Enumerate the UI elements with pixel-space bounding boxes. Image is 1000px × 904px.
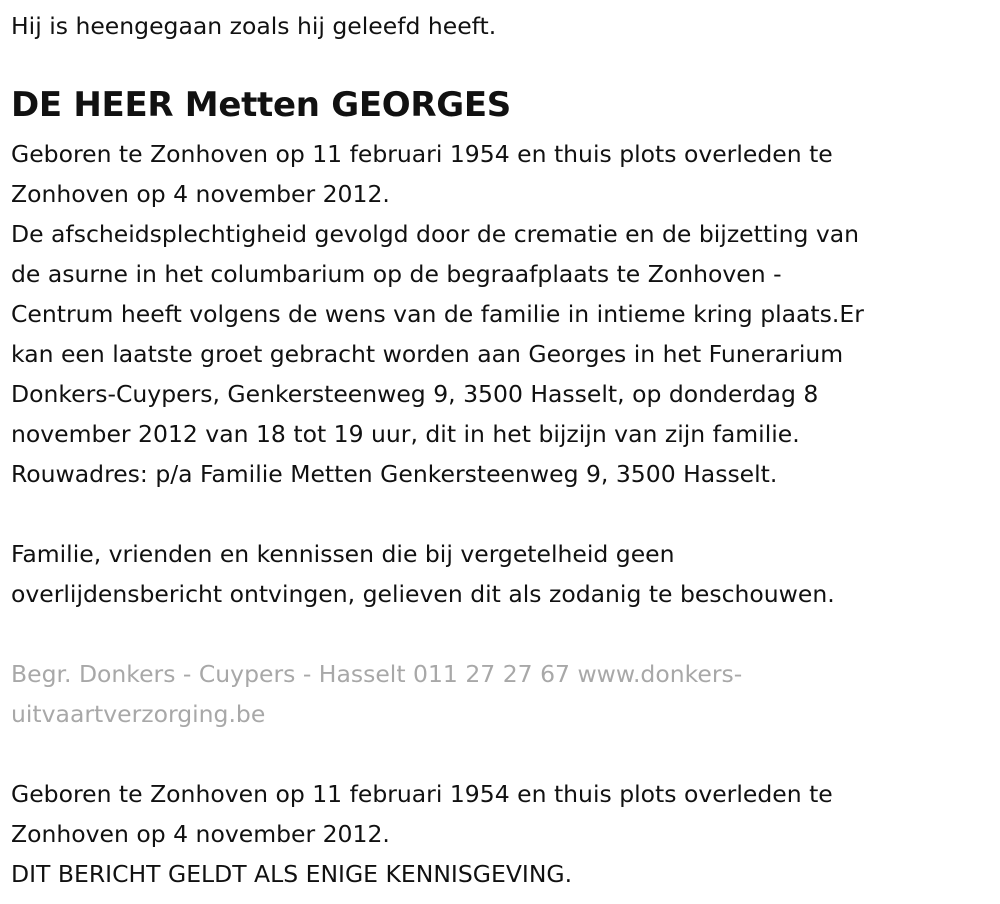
body-line: de asurne in het columbarium op de begraafplaats te Zonhoven - bbox=[11, 260, 782, 288]
notice-body bbox=[11, 134, 991, 494]
family-note bbox=[11, 534, 991, 614]
opening-quote: Hij is heengegaan zoals hij geleefd heeft. bbox=[11, 12, 497, 40]
body-line: november 2012 van 18 tot 19 uur, dit in het bijzijn van zijn familie. bbox=[11, 420, 800, 448]
body-line: De afscheidsplechtigheid gevolgd door de crematie en de bijzetting van bbox=[11, 220, 860, 248]
undertaker-line: uitvaartverzorging.be bbox=[11, 700, 266, 728]
closing-statement: DIT BERICHT GELDT ALS ENIGE KENNISGEVING. bbox=[11, 860, 573, 888]
body-line: Geboren te Zonhoven op 11 februari 1954 en thuis plots overleden te bbox=[11, 140, 833, 168]
closing-section bbox=[11, 774, 991, 894]
body-line: Zonhoven op 4 november 2012. bbox=[11, 180, 390, 208]
closing-line: Geboren te Zonhoven op 11 februari 1954 en thuis plots overleden te bbox=[11, 780, 833, 808]
family-note-line: overlijdensbericht ontvingen, gelieven dit als zodanig te beschouwen. bbox=[11, 580, 835, 608]
undertaker-line: Begr. Donkers - Cuypers - Hasselt 011 27 27 67 www.donkers- bbox=[11, 660, 743, 688]
family-note-line: Familie, vrienden en kennissen die bij vergetelheid geen bbox=[11, 540, 675, 568]
body-line: Centrum heeft volgens de wens van de familie in intieme kring plaats.Er bbox=[11, 300, 864, 328]
deceased-name: DE HEER Metten GEORGES bbox=[11, 85, 511, 125]
mourning-address-line: Rouwadres: p/a Familie Metten Genkersteenweg 9, 3500 Hasselt. bbox=[11, 460, 778, 488]
body-line: kan een laatste groet gebracht worden aan Georges in het Funerarium bbox=[11, 340, 844, 368]
body-line: Donkers-Cuypers, Genkersteenweg 9, 3500 Hasselt, op donderdag 8 bbox=[11, 380, 819, 408]
undertaker-info bbox=[11, 654, 991, 734]
closing-line: Zonhoven op 4 november 2012. bbox=[11, 820, 390, 848]
